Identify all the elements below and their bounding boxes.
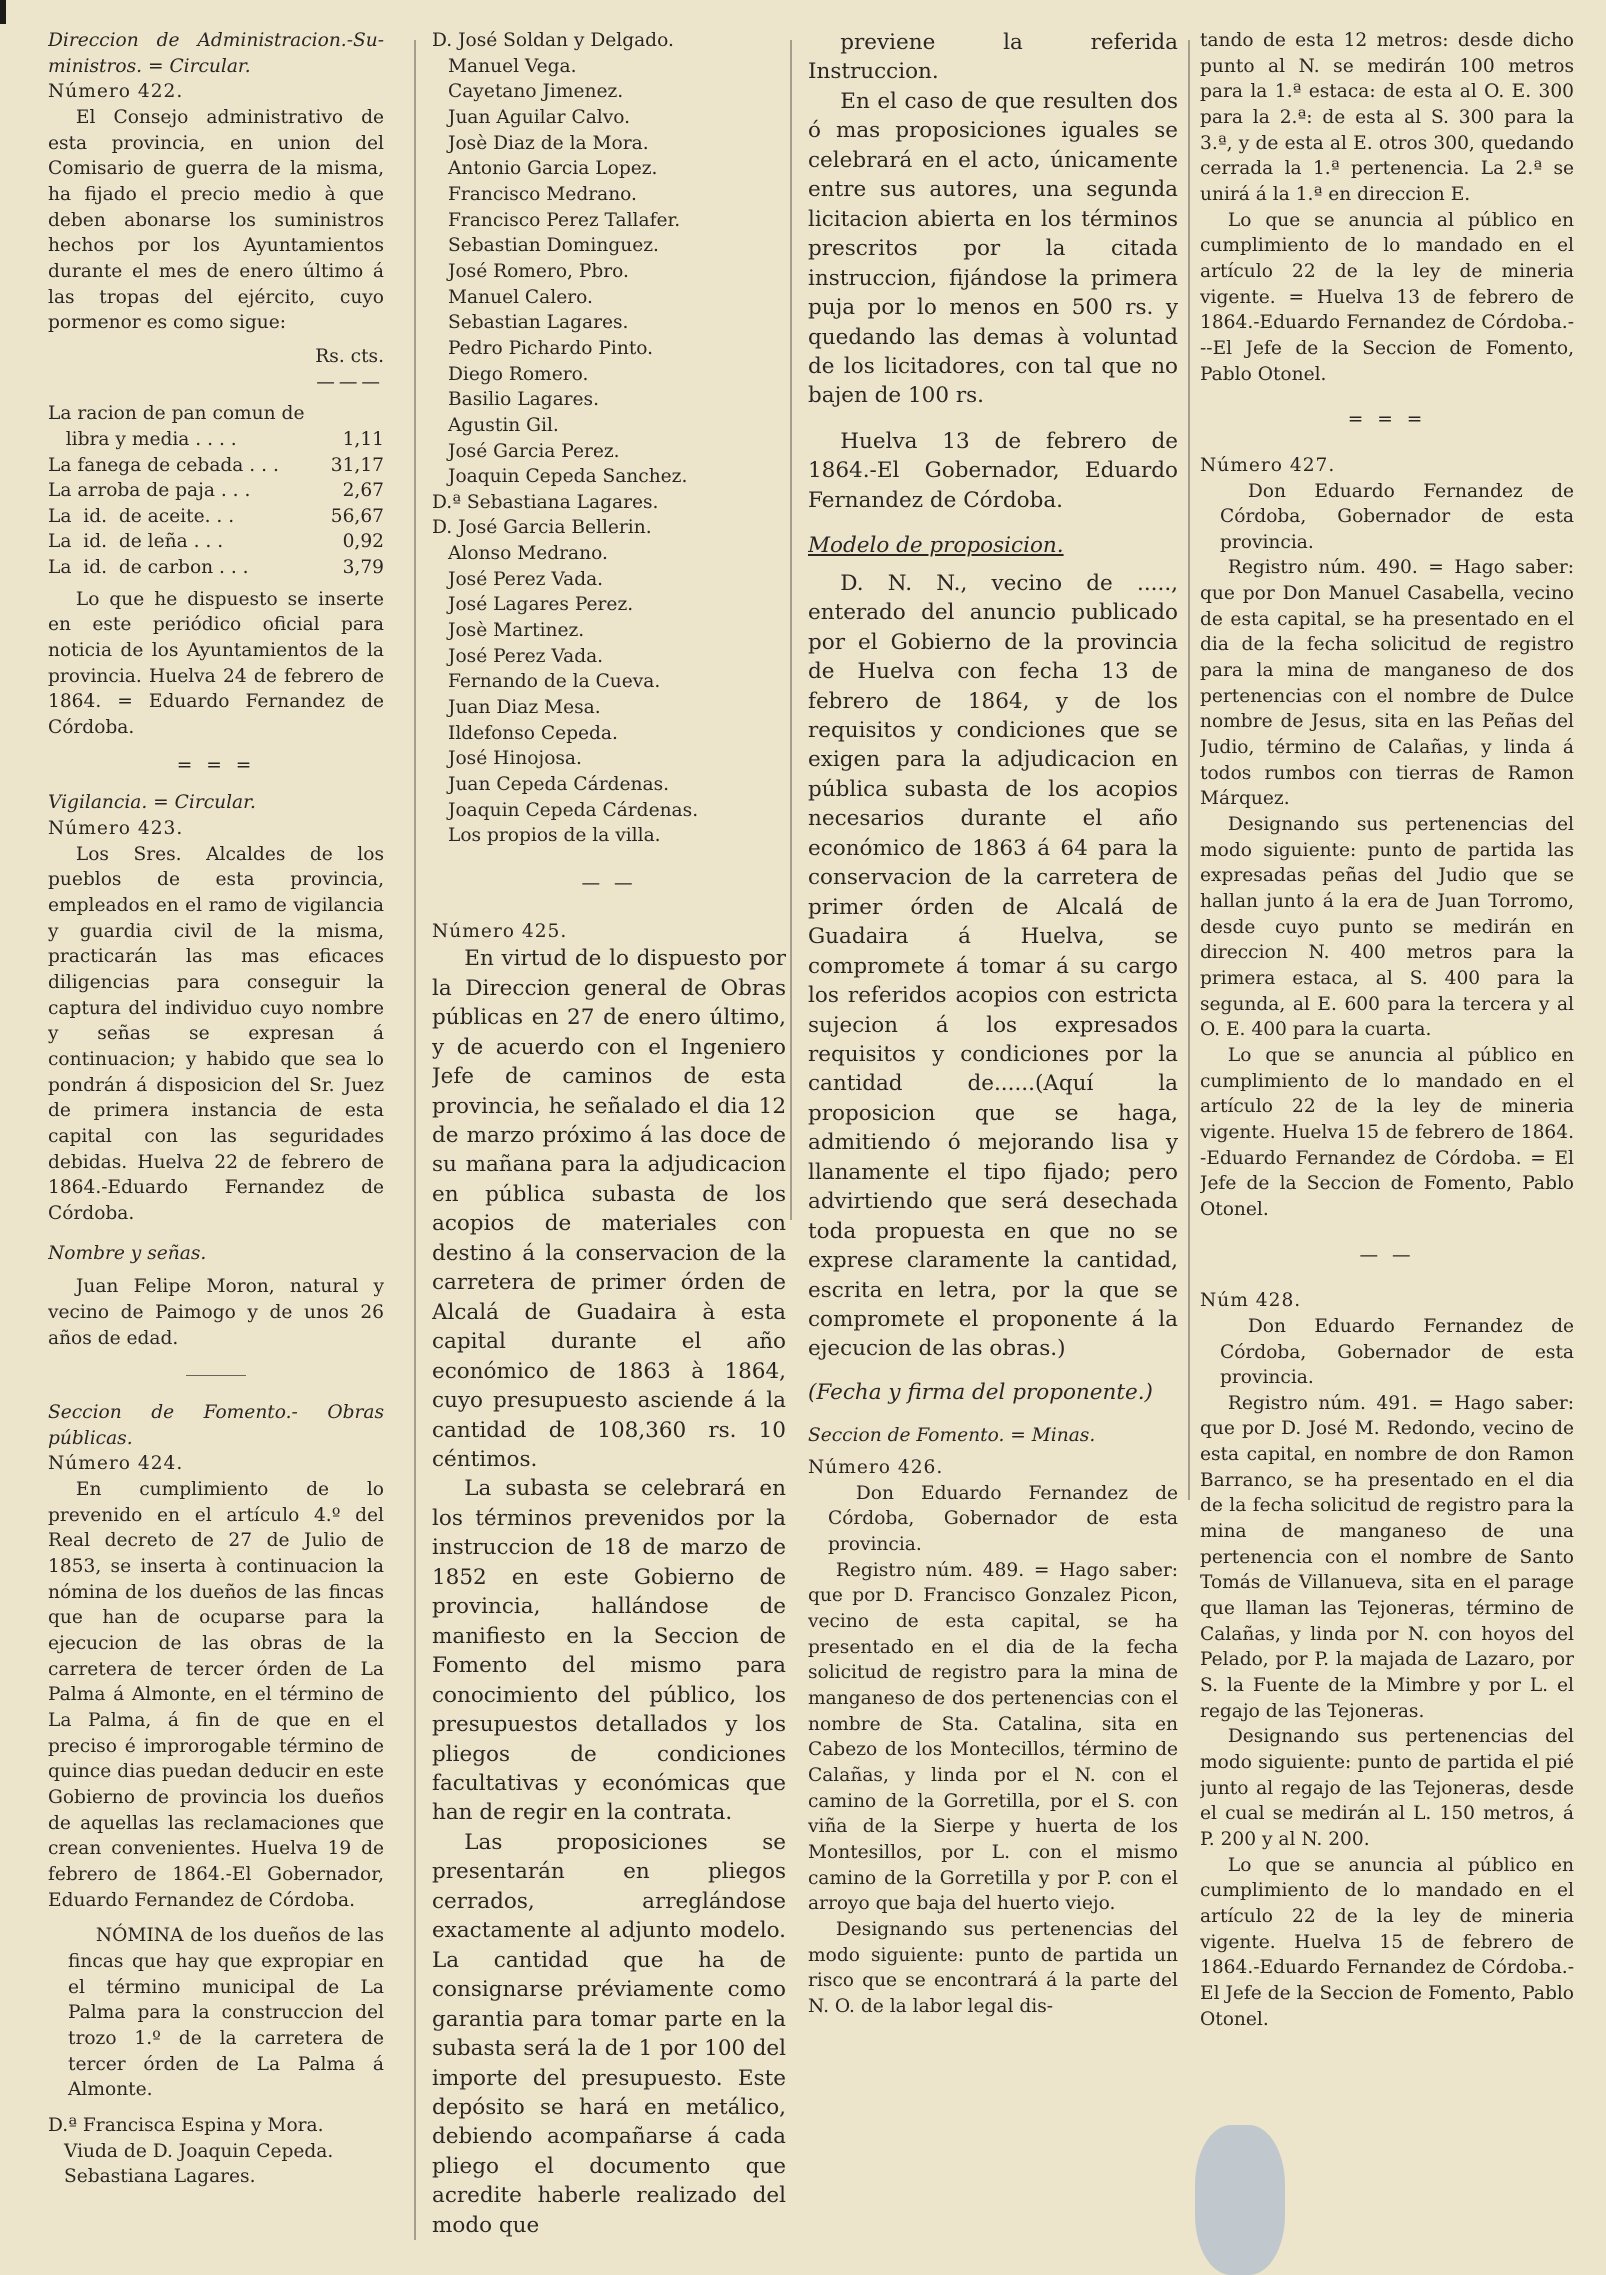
divider: — —	[581, 873, 637, 894]
list-item: D. José Soldan y Delgado.	[432, 30, 674, 51]
list-item: José Hinojosa.	[448, 748, 582, 770]
list-item: D.ª Sebastiana Lagares.	[432, 491, 659, 513]
notice-number: Número 425.	[432, 920, 568, 942]
column-rule-2	[790, 40, 792, 1220]
table-row: La id. de leña . . . 0,92	[48, 531, 384, 553]
column-rule-1	[414, 40, 416, 2240]
name-list	[48, 2113, 384, 2190]
list-item: Juan Aguilar Calvo.	[448, 106, 631, 128]
list-item: Sebastiana Lagares.	[64, 2166, 256, 2188]
list-item: José Perez Vada.	[448, 568, 604, 590]
paragraph: Registro núm. 489. = Hago saber: que por D. Francisco Gonzalez Picon, vecino de esta capital, se ha presentado en el dia de la fecha solicitud de registro para la mina de manganeso de dos pertenencias con el nombre de Sta. Catalina, sita en Cabezo de los Montecillos, término de Calañas, y linda por el N. con el camino de la Gorretilla, por el S. con viña de la Sierpe y huerta de los Montesillos, por L. con el mismo camino de la Gorretilla y por P. con el arroyo que baja del huerto viejo.	[808, 1559, 1178, 1915]
table-row: La fanega de cebada . . . 31,17	[48, 454, 384, 476]
paragraph: Registro núm. 491. = Hago saber: que por D. José M. Redondo, vecino de esta capital, en nombre de don Ramon Barranco, se ha presentado en el dia de la fecha solicitud de registro para la mina de manganeso de una pertenencia con el nombre de Santo Tomás de Villanueva, sita en el parage que llaman las Tejoneras, término de Calañas, y linda por N. con hoyos del Pelado, por P. la majada de Lazaro, por S. la Fuente de la Mimbre y por L. el regajo de las Tejoneras.	[1200, 1392, 1574, 1722]
list-item: Antonio Garcia Lopez.	[448, 158, 658, 180]
paragraph: Lo que se anuncia al público en cumplimiento de lo mandado en el artículo 22 de la ley de mineria vigente. = Huelva 13 de febrero de 1864.-Eduardo Fernandez de Córdoba.---El Jefe de la Seccion de Fomento, Pablo Otonel.	[1200, 209, 1574, 385]
list-item: Alonso Medrano.	[448, 543, 608, 565]
price-table	[48, 401, 384, 581]
paragraph: Lo que he dispuesto se inserte en este periódico oficial para noticia de los Ayuntamientos de la provincia. Huelva 24 de febrero de 1864. = Eduardo Fernandez de Córdoba.	[48, 588, 384, 739]
list-item: Joaquin Cepeda Cárdenas.	[448, 799, 699, 821]
list-item: Josè Diaz de la Mora.	[448, 132, 649, 154]
paragraph: Lo que se anuncia al público en cumplimiento de lo mandado en el artículo 22 de la ley de mineria vigente. Huelva 15 de febrero de 1864.-Eduardo Fernandez de Córdoba.-El Jefe de la Seccion de Fomento, Pablo Otonel.	[1200, 1854, 1574, 2030]
section-heading: Direccion de Administracion.-Su-ministros. = Circular.	[48, 30, 384, 77]
list-item: Manuel Calero.	[448, 286, 593, 308]
column-4	[1200, 28, 1574, 2258]
notice-number: Número 427.	[1200, 454, 1336, 476]
list-item: Los propios de la villa.	[448, 825, 661, 847]
divider: = = =	[1347, 409, 1427, 431]
notice-number: Número 422.	[48, 81, 184, 103]
paragraph: D. N. N., vecino de ....., enterado del anuncio publicado por el Gobierno de la provincia de Huelva con fecha 13 de febrero de 1864, y de los requisitos y condiciones que se exigen para la adjudicacion en pública subasta de los acopios necesarios durante el año económico de 1863 á 64 para la conservacion de la carretera de primer órden de Alcalá de Guadaira á Huelva, se compromete á tomar á su cargo los referidos acopios con estricta sujecion á los expresados requisitos y condiciones por la cantidad de......(Aquí la proposicion que se haga, admitiendo ó mejorando lisa y llanamente el tipo fijado; pero advirtiendo que será desechada toda propuesta en que no se exprese claramente la cantidad, escrita en letra, por la que se compromete el proponente á la ejecucion de las obras.)	[808, 570, 1178, 1362]
list-item: Josè Martinez.	[448, 620, 585, 642]
list-item: Diego Romero.	[448, 363, 589, 385]
list-item: Francisco Perez Tallafer.	[448, 209, 681, 231]
list-item: Juan Cepeda Cárdenas.	[448, 774, 670, 796]
table-row: La id. de aceite. . . 56,67	[48, 505, 384, 527]
divider: ———	[316, 371, 384, 393]
section-heading: Seccion de Fomento. = Minas.	[808, 1425, 1096, 1447]
paragraph: Registro núm. 490. = Hago saber: que por Don Manuel Casabella, vecino de esta capital, se ha presentado en el dia de la fecha solicitud de registro para la mina de manganeso de dos pertenencias con el nombre de Dulce nombre de Jesus, sita en las Peñas del Judio, término de Calañas, y linda á todos rumbos con tierras de Ramon Márquez.	[1200, 557, 1574, 810]
divider: = = =	[176, 754, 256, 776]
list-item: Fernando de la Cueva.	[448, 671, 661, 693]
notice-426	[808, 1423, 1178, 2019]
list-item: José Lagares Perez.	[448, 594, 634, 616]
paragraph: Designando sus pertenencias del modo siguiente: punto de partida el pié junto al regajo de las Tejoneras, desde el cual se medirán al L. 150 metros, á P. 200 y al N. 200.	[1200, 1726, 1574, 1850]
table-row: La arroba de paja . . . 2,67	[48, 480, 384, 502]
list-item: Sebastian Lagares.	[448, 312, 629, 334]
list-item: Juan Diaz Mesa.	[448, 697, 601, 719]
list-item: José Perez Vada.	[448, 645, 604, 667]
column-rule-3	[1188, 40, 1190, 1500]
table-row: La racion de pan comun de	[48, 403, 305, 425]
list-item: Sebastian Dominguez.	[448, 235, 659, 257]
paragraph: En virtud de lo dispuesto por la Direccion general de Obras públicas en 27 de enero último, y de acuerdo con el Ingeniero Jefe de caminos de esta provincia, he señalado el dia 12 de marzo próximo á las doce de su mañana para la adjudicacion en pública subasta de los acopios de materiales con destino á la conservacion de la carretera de primer órden de Alcalá de Guadaira à esta capital durante el año económico de 1863 à 1864, cuyo presupuesto asciende á la cantidad de 108,360 rs. 10 céntimos.	[432, 946, 786, 1473]
paragraph: Don Eduardo Fernandez de Córdoba, Gobernador de esta provincia.	[1220, 480, 1574, 553]
section-heading: Nombre y señas.	[48, 1242, 207, 1264]
list-item: José Garcia Perez.	[448, 440, 620, 462]
notice-number: Núm 428.	[1200, 1290, 1302, 1312]
paragraph: En cumplimiento de lo prevenido en el artículo 4.º del Real decreto de 27 de Julio de 1853, se inserta à continuacion la nómina de los dueños de las fincas que han de ocuparse para la ejecucion de las obras de la carretera de tercer órden de La Palma á Almonte, en el término de La Palma, á fin de que en el preciso é improrogable término de quince dias puedan deducir en este Gobierno de provincia los dueños de aquellas las reclamaciones que crean convenientes. Huelva 19 de febrero de 1864.-El Gobernador, Eduardo Fernandez de Córdoba.	[48, 1479, 384, 1911]
table-row: libra y media . . . . 1,11	[48, 428, 384, 450]
paragraph: Designando sus pertenencias del modo siguiente: punto de partida las expresadas peñas del Judio que se hallan junto á la era de Juan Torromo, desde cuyo punto se medirán en direccion N. 400 metros para la primera estaca, al S. 400 para la segunda, al E. 600 para la tercera y al O. E. 400 para la cuarta.	[1200, 814, 1574, 1041]
list-item: D.ª Francisca Espina y Mora.	[48, 2114, 324, 2136]
paragraph: Las proposiciones se presentarán en pliegos cerrados, arreglándose exactamente al adjunto modelo. La cantidad que ha de consignarse préviamente como garantia para tomar parte en la subasta será la de 1 por 100 del importe del presupuesto. Este depósito se hará en metálico, debiendo acompañarse á cada pliego el documento que acredite haberle realizado del modo que	[432, 1829, 786, 2238]
paragraph: NÓMINA de los dueños de las fincas que hay que expropiar en el término municipal de La Palma para la construccion del trozo 1.º de la carretera de tercer órden de La Palma á Almonte.	[68, 1925, 384, 2101]
list-item: Manuel Vega.	[448, 55, 577, 77]
notice-number: Número 424.	[48, 1453, 184, 1475]
paragraph: Juan Felipe Moron, natural y vecino de Paimogo y de unos 26 años de edad.	[48, 1276, 384, 1349]
paragraph: tando de esta 12 metros: desde dicho punto al N. se medirán 100 metros para la 1.ª estaca: de esta al O. E. 300 para la 2.ª: de esta al S. 300 para la 3.ª, y de esta al E. otros 300, quedando cerrada la 1.ª pertenencia. La 2.ª se unirá á la 1.ª en direccion E.	[1200, 30, 1574, 205]
section-heading: (Fecha y firma del proponente.)	[808, 1379, 1153, 1405]
notice-number: Número 423.	[48, 818, 184, 840]
edge-mark	[0, 0, 6, 24]
notice-number: Número 426.	[808, 1457, 944, 1479]
paragraph: La subasta se celebrará en los términos prevenidos por la instruccion de 18 de marzo de 1852 en este Gobierno de provincia, hallándose de manifiesto en la Seccion de Fomento del mismo para conocimiento del público, los presupuestos detallados y los pliegos de condiciones facultativas y económicas que han de regir en la contrata.	[432, 1476, 786, 1826]
notice-body	[432, 944, 786, 2240]
paragraph: Don Eduardo Fernandez de Córdoba, Gobernador de esta provincia.	[828, 1482, 1178, 1556]
paragraph: previene la referida Instruccion.	[808, 30, 1178, 85]
name-list	[432, 28, 786, 849]
paragraph: Los Sres. Alcaldes de los pueblos de esta provincia, empleados en el ramo de vigilancia y guardia civil de la misma, practicarán las mas eficaces diligencias para conseguir la captura del individuo cuyo nombre y señas se expresan á continuacion; y habido que sea lo pondrán á disposicion del Sr. Juez de primera instancia de esta capital con las seguridades debidas. Huelva 22 de febrero de 1864.-Eduardo Fernandez de Córdoba.	[48, 843, 384, 1224]
paragraph: Designando sus pertenencias del modo siguiente: punto de partida un risco que se encontrará á la parte del N. O. de la labor legal dis-	[808, 1918, 1178, 2017]
unit-header: Rs. cts.	[315, 345, 384, 367]
column-2	[432, 28, 786, 2258]
list-item: Cayetano Jimenez.	[448, 81, 624, 103]
table-row: La id. de carbon . . . 3,79	[48, 557, 384, 579]
divider	[186, 1375, 246, 1376]
list-item: Francisco Medrano.	[448, 183, 637, 205]
list-item: Basilio Lagares.	[448, 389, 600, 411]
list-item: Agustin Gil.	[448, 414, 559, 436]
list-item: Joaquin Cepeda Sanchez.	[448, 466, 688, 488]
list-item: Pedro Pichardo Pinto.	[448, 337, 654, 359]
list-item: Ildefonso Cepeda.	[448, 722, 618, 744]
list-item: Viuda de D. Joaquin Cepeda.	[64, 2140, 334, 2162]
list-item: José Romero, Pbro.	[448, 260, 629, 282]
paragraph: Huelva 13 de febrero de 1864.-El Gobernador, Eduardo Fernandez de Córdoba.	[808, 428, 1178, 513]
paragraph: El Consejo administrativo de esta provincia, en union del Comisario de guerra de la misma, ha fijado el precio medio à que deben abonarse los suministros hechos por los Ayuntamientos durante el mes de enero último á las tropas del ejército, cuyo pormenor es como sigue:	[48, 106, 384, 334]
list-item: D. José Garcia Bellerin.	[432, 517, 652, 539]
paragraph: En el caso de que resulten dos ó mas proposiciones iguales se celebrará en el acto, únicamente entre sus autores, una segunda licitacion abierta en los términos prescritos por la citada instruccion, fijándose la primera puja por lo menos en 500 rs. y quedando las demas à voluntad de los licitadores, con tal que no bajen de 100 rs.	[808, 88, 1178, 409]
section-heading: Seccion de Fomento.- Obras públicas.	[48, 1402, 384, 1449]
column-1	[48, 28, 384, 2258]
column-3	[808, 28, 1178, 2258]
section-heading: Vigilancia. = Circular.	[48, 792, 256, 814]
section-heading: Modelo de proposicion.	[808, 533, 1064, 559]
paragraph: Lo que se anuncia al público en cumplimiento de lo mandado en el artículo 22 de la ley de mineria vigente. Huelva 15 de febrero de 1864. -Eduardo Fernandez de Córdoba. = El Jefe de la Seccion de Fomento, Pablo Otonel.	[1200, 1044, 1574, 1220]
divider: — —	[1359, 1244, 1415, 1266]
paragraph: Don Eduardo Fernandez de Córdoba, Gobernador de esta provincia.	[1220, 1315, 1574, 1389]
